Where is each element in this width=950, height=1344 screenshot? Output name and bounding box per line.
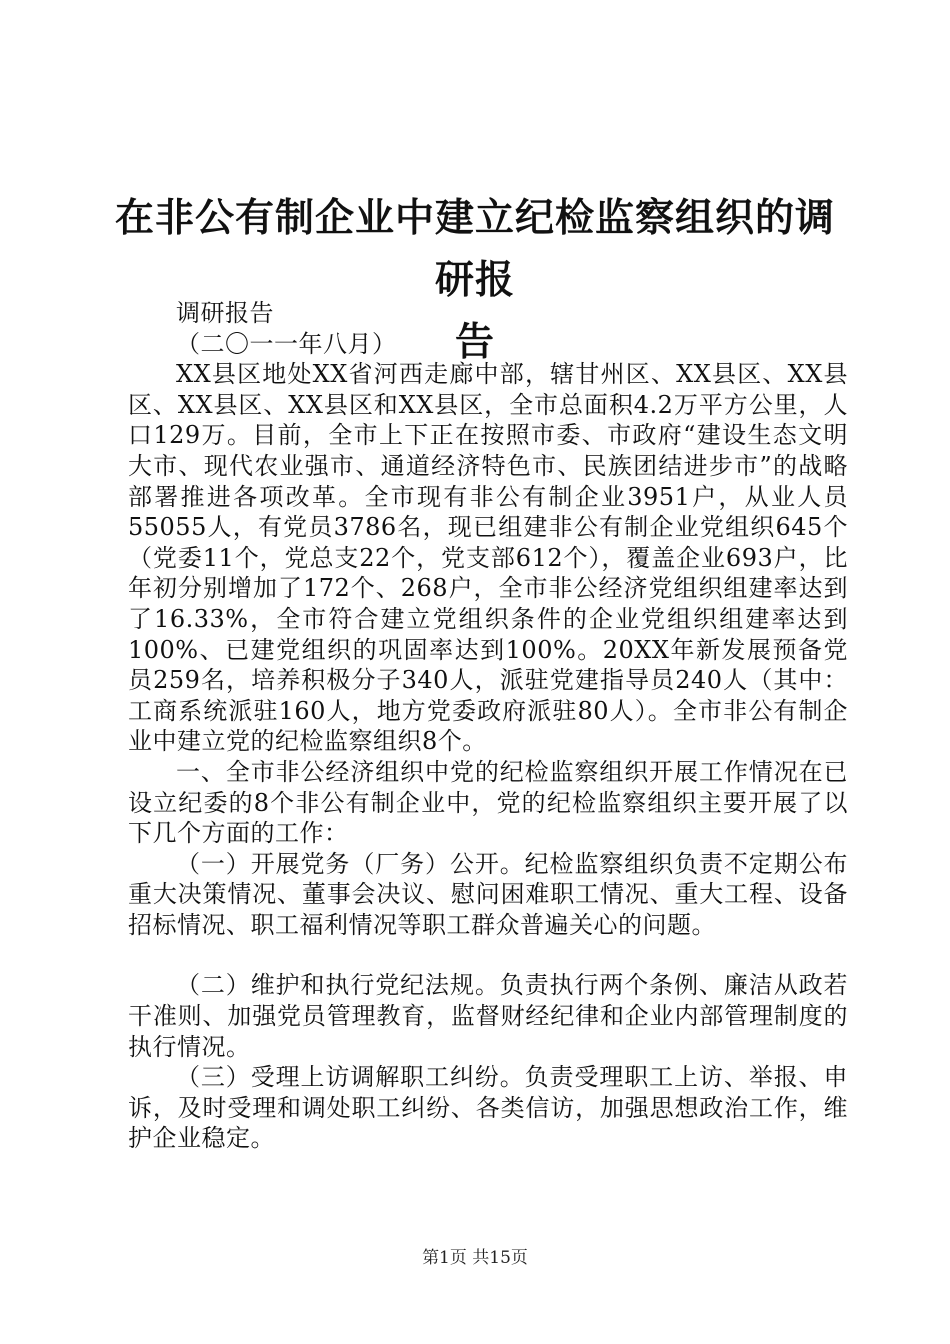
paragraph-item-three: （三）受理上访调解职工纠纷。负责受理职工上访、举报、申诉，及时受理和调处职工纠纷、各类信访，加强思想政治工作，维护企业稳定。 bbox=[128, 1063, 848, 1153]
document-title: 在非公有制企业中建立纪检监察组织的调研报 告 bbox=[114, 196, 835, 365]
paragraph-report-label: 调研报告 bbox=[176, 299, 274, 327]
paragraph-item-one: （一）开展党务（厂务）公开。纪检监察组织负责不定期公布重大决策情况、董事会决议、慰问困难职工情况、重大工程、设备招标情况、职工福利情况等职工群众普遍关心的问题。 bbox=[128, 849, 848, 939]
paragraph-item-two: （二）维护和执行党纪法规。负责执行两个条例、廉洁从政若干准则、加强党员管理教育，监督财经纪律和企业内部管理制度的执行情况。 bbox=[128, 971, 848, 1061]
paragraph-date: （二〇一一年八月） bbox=[176, 329, 397, 358]
paragraph-overview: XX县区地处XX省河西走廊中部，辖甘州区、XX县区、XX县区、XX县区、XX县区和XX县区，全市总面积4.2万平方公里，人口129万。目前，全市上下正在按照市委、市政府“建设生态文明大市、现代农业强市、通道经济特色市、民族团结进步市”的战略部署推进各项改革。全市现有非公有制企业3951户，从业人员55055人，有党员3786名，现已组建非公有制企业党组织645个（党委11个，党总支22个，党支部612个），覆盖企业693户，比年初分别增加了172个、268户，全市非公经济党组织组建率达到了16.33%，全市符合建立党组织条件的企业党组织组建率达到100%、已建党组织的巩固率达到100%。20XX年新发展预备党员259名，培养积极分子340人，派驻党建指导员240人（其中：工商系统派驻160人，地方党委政府派驻80人）。全市非公有制企业中建立党的纪检监察组织8个。 bbox=[128, 360, 848, 756]
paragraph-section-one: 一、全市非公经济组织中党的纪检监察组织开展工作情况在已设立纪委的8个非公有制企业中，党的纪检监察组织主要开展了以下几个方面的工作： bbox=[128, 757, 848, 848]
page-number-footer: 第1页 共15页 bbox=[422, 1248, 528, 1268]
document-body bbox=[128, 298, 848, 1154]
